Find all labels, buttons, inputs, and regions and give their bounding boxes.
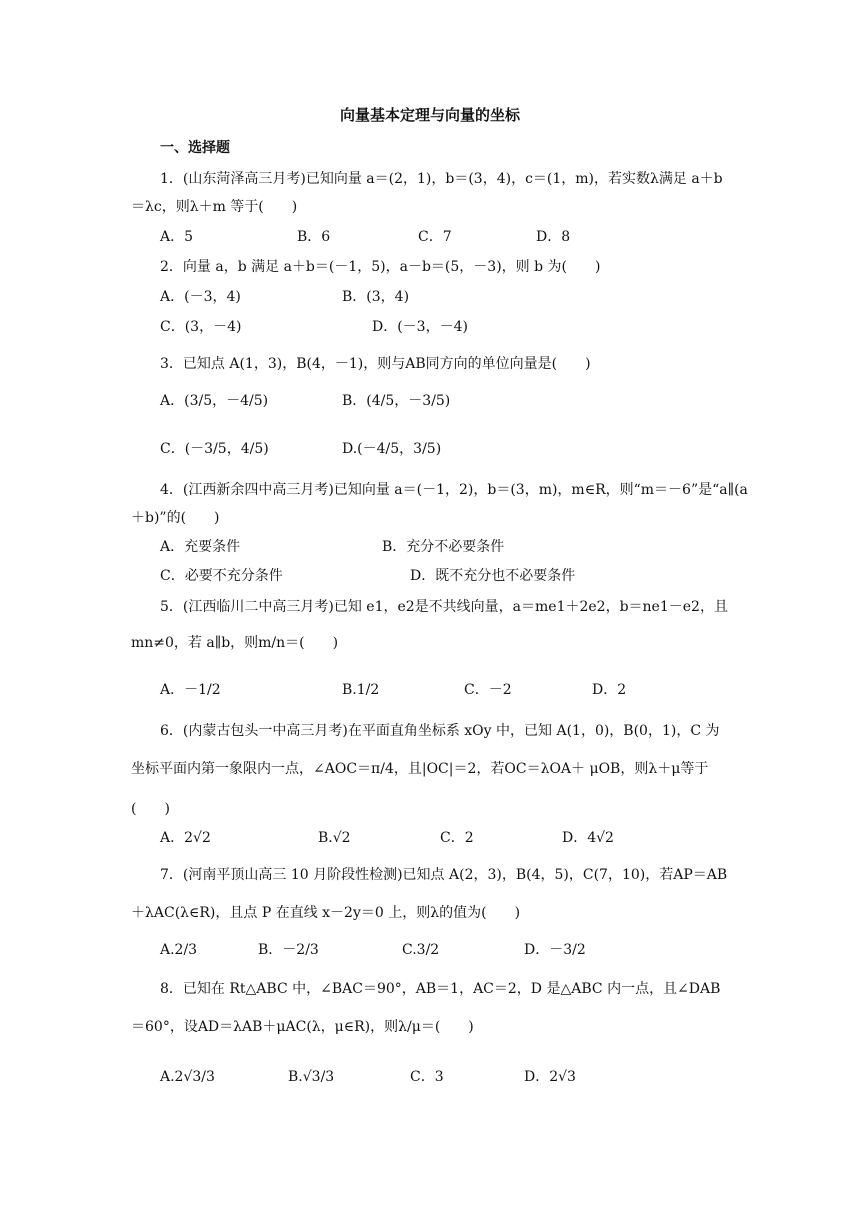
option-b: B．(4/5，－3/5) <box>342 393 451 409</box>
option-b: B．(3，4) <box>342 289 410 305</box>
option-b: B.1/2 <box>342 682 380 698</box>
option-a: A．(3/5，－4/5) <box>160 393 269 409</box>
question-line: ( ) <box>131 801 170 817</box>
option-b: B．6 <box>297 229 331 245</box>
option-c: C．3 <box>410 1069 444 1085</box>
option-a: A.2/3 <box>160 942 198 958</box>
option-a: A．充要条件 <box>160 539 241 555</box>
question-line: 坐标平面内第一象限内一点，∠AOC＝π/4，且|OC|＝2，若OC＝λOA＋ μOB，则λ＋μ等于 <box>131 761 709 777</box>
page-title: 向量基本定理与向量的坐标 <box>339 106 520 124</box>
option-c: C.3/2 <box>402 942 440 958</box>
option-d: D．既不充分也不必要条件 <box>410 568 576 584</box>
option-d: D．8 <box>536 229 571 245</box>
option-c: C．必要不充分条件 <box>160 568 283 584</box>
question-line: 6．(内蒙古包头一中高三月考)在平面直角坐标系 xOy 中，已知 A(1，0)，B(0，1)，C 为 <box>160 723 720 739</box>
question-line: 2．向量 a，b 满足 a＋b＝(－1，5)，a－b＝(5，－3)，则 b 为( ) <box>160 259 601 275</box>
question-line: ＝λc，则λ＋m 等于( ) <box>131 199 298 215</box>
option-c: C．2 <box>440 830 474 846</box>
question-line: ＋b)”的( ) <box>131 510 220 526</box>
question-line: 5．(江西临川二中高三月考)已知 e1，e2是不共线向量，a＝me1＋2e2，b＝ne1－e2，且 <box>160 599 728 615</box>
question-line: 4．(江西新余四中高三月考)已知向量 a＝(－1，2)，b＝(3，m)，m∈R，则“m＝－6”是“a∥(a <box>160 482 748 498</box>
option-a: A．－1/2 <box>160 682 221 698</box>
question-line: mn≠0，若 a∥b，则m/n＝( ) <box>131 635 339 651</box>
option-b: B．充分不必要条件 <box>382 539 505 555</box>
option-d: D．(－3，－4) <box>372 319 468 335</box>
option-a: A．(－3，4) <box>160 289 241 305</box>
option-d: D．2 <box>592 682 627 698</box>
option-c: C．7 <box>418 229 452 245</box>
question-line: 1．(山东菏泽高三月考)已知向量 a＝(2，1)，b＝(3，4)，c＝(1，m)，若实数λ满足 a＋b <box>160 171 723 187</box>
option-a: A．5 <box>160 229 194 245</box>
question-line: ＋λAC(λ∈R)，且点 P 在直线 x－2y＝0 上，则λ的值为( ) <box>131 905 521 921</box>
option-d: D．2√3 <box>524 1069 576 1085</box>
question-line: 3．已知点 A(1，3)，B(4，－1)，则与AB同方向的单位向量是( ) <box>160 356 591 372</box>
option-d: D.(－4/5，3/5) <box>342 441 442 457</box>
question-line: 7．(河南平顶山高三 10 月阶段性检测)已知点 A(2，3)，B(4，5)，C(7，10)，若AP＝AB <box>160 867 728 883</box>
option-c: C．(3，－4) <box>160 319 242 335</box>
option-b: B.√3/3 <box>288 1069 335 1085</box>
option-c: C．－2 <box>464 682 512 698</box>
section-heading: 一、选择题 <box>160 140 230 156</box>
option-a: A．2√2 <box>160 830 211 846</box>
question-line: 8．已知在 Rt△ABC 中，∠BAC＝90°，AB＝1，AC＝2，D 是△ABC 内一点，且∠DAB <box>160 981 721 997</box>
option-d: D．－3/2 <box>524 942 586 958</box>
option-c: C．(－3/5，4/5) <box>160 441 269 457</box>
option-d: D．4√2 <box>562 830 614 846</box>
option-b: B.√2 <box>318 830 351 846</box>
option-b: B．－2/3 <box>258 942 319 958</box>
option-a: A.2√3/3 <box>160 1069 215 1085</box>
question-line: ＝60°，设AD＝λAB＋μAC(λ，μ∈R)，则λ/μ＝( ) <box>131 1019 474 1035</box>
